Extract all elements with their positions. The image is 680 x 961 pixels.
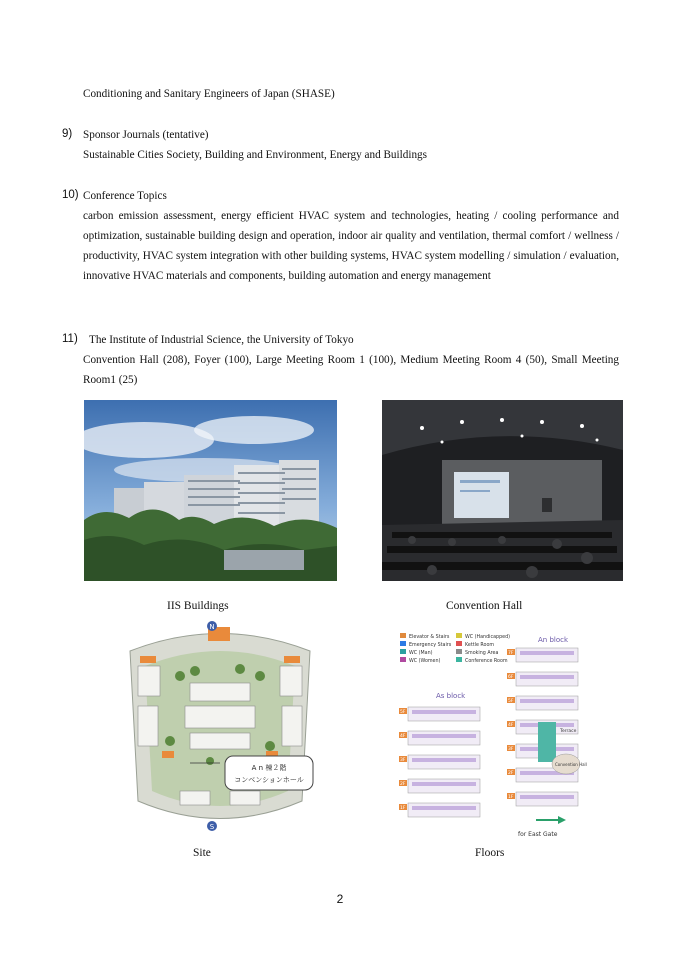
convention-hall-label: Convention Hall xyxy=(555,762,587,767)
floor-label: 4F xyxy=(400,734,406,739)
legend-swatch xyxy=(456,633,462,638)
caption-convention-hall: Convention Hall xyxy=(446,600,523,612)
room-band xyxy=(412,806,476,810)
legend-swatch xyxy=(400,641,406,646)
caption-floors: Floors xyxy=(475,847,505,859)
east-gate-label: for East Gate xyxy=(518,831,558,838)
page-number: 2 xyxy=(336,892,344,906)
legend-label: Emergency Stairs xyxy=(409,643,452,648)
room-band xyxy=(520,675,574,679)
floor-label: 3F xyxy=(400,758,406,763)
an-block-label: An block xyxy=(538,636,569,644)
legend-swatch xyxy=(400,657,406,662)
legend-swatch xyxy=(400,633,406,638)
floor-label: 1F xyxy=(508,795,514,800)
section-9-title: Sponsor Journals (tentative) xyxy=(83,129,209,141)
floor-label: 7F xyxy=(508,651,514,656)
legend-swatch xyxy=(456,657,462,662)
site-map xyxy=(120,621,320,831)
convention-hall-photo xyxy=(382,400,623,581)
as-block-label: As block xyxy=(436,692,466,700)
callout-line-1: A n 棟２階 xyxy=(251,764,287,772)
room-band xyxy=(520,795,574,799)
floors-diagram xyxy=(398,632,598,842)
floor-label: 5F xyxy=(508,699,514,704)
room-band xyxy=(412,782,476,786)
floor-label: 2F xyxy=(400,782,406,787)
floor-label: 2F xyxy=(508,771,514,776)
caption-site: Site xyxy=(193,847,211,859)
section-11-title: The Institute of Industrial Science, the University of Tokyo xyxy=(89,334,354,346)
south-marker: S xyxy=(209,823,215,831)
section-10-body: carbon emission assessment, energy efficient HVAC system and technologies, heating / cooling performance and optimization, sustainable building design and operation, indoor air quality and ventilation, thermal comfort / wellness / productivity, HVAC system integration with other building systems, HVAC system modelling / simulation / evaluation, innovative HVAC materials and components, building automation and energy management xyxy=(83,210,619,282)
terrace-label: Terrace xyxy=(560,729,577,734)
legend-swatch xyxy=(400,649,406,654)
iis-buildings-photo xyxy=(84,400,337,581)
room-band xyxy=(412,734,476,738)
section-11-body: Convention Hall (208), Foyer (100), Large Meeting Room 1 (100), Medium Meeting Room 4 (50), Small Meeting Room1 (25) xyxy=(83,354,619,386)
legend-swatch xyxy=(456,649,462,654)
legend-label: WC (Women) xyxy=(409,659,441,664)
legend-label: Smoking Area xyxy=(465,651,499,656)
floor-label: 5F xyxy=(400,710,406,715)
floor-label: 4F xyxy=(508,723,514,728)
section-10-number: 10) xyxy=(62,189,79,201)
legend-label: WC (Handicapped) xyxy=(465,635,510,640)
section-10-title: Conference Topics xyxy=(83,190,167,202)
legend-label: WC (Man) xyxy=(409,651,433,656)
legend-label: Elevator & Stairs xyxy=(409,635,450,640)
room-band xyxy=(520,651,574,655)
room-band xyxy=(520,699,574,703)
callout-line-2: コンベンションホール xyxy=(234,776,304,784)
caption-iis-buildings: IIS Buildings xyxy=(167,600,229,612)
legend-label: Conference Room xyxy=(465,659,508,664)
section-11-number: 11) xyxy=(62,333,78,345)
floor-label: 1F xyxy=(400,806,406,811)
legend-swatch xyxy=(456,641,462,646)
floor-label: 6F xyxy=(508,675,514,680)
room-band xyxy=(412,758,476,762)
room-band xyxy=(412,710,476,714)
floor-label: 3F xyxy=(508,747,514,752)
north-marker: N xyxy=(209,623,215,631)
top-line: Conditioning and Sanitary Engineers of Japan (SHASE) xyxy=(83,88,335,100)
legend-label: Kettle Room xyxy=(465,643,495,648)
section-9-number: 9) xyxy=(62,128,73,140)
section-9-body: Sustainable Cities Society, Building and Environment, Energy and Buildings xyxy=(83,149,427,161)
conference-room-block xyxy=(538,722,556,762)
